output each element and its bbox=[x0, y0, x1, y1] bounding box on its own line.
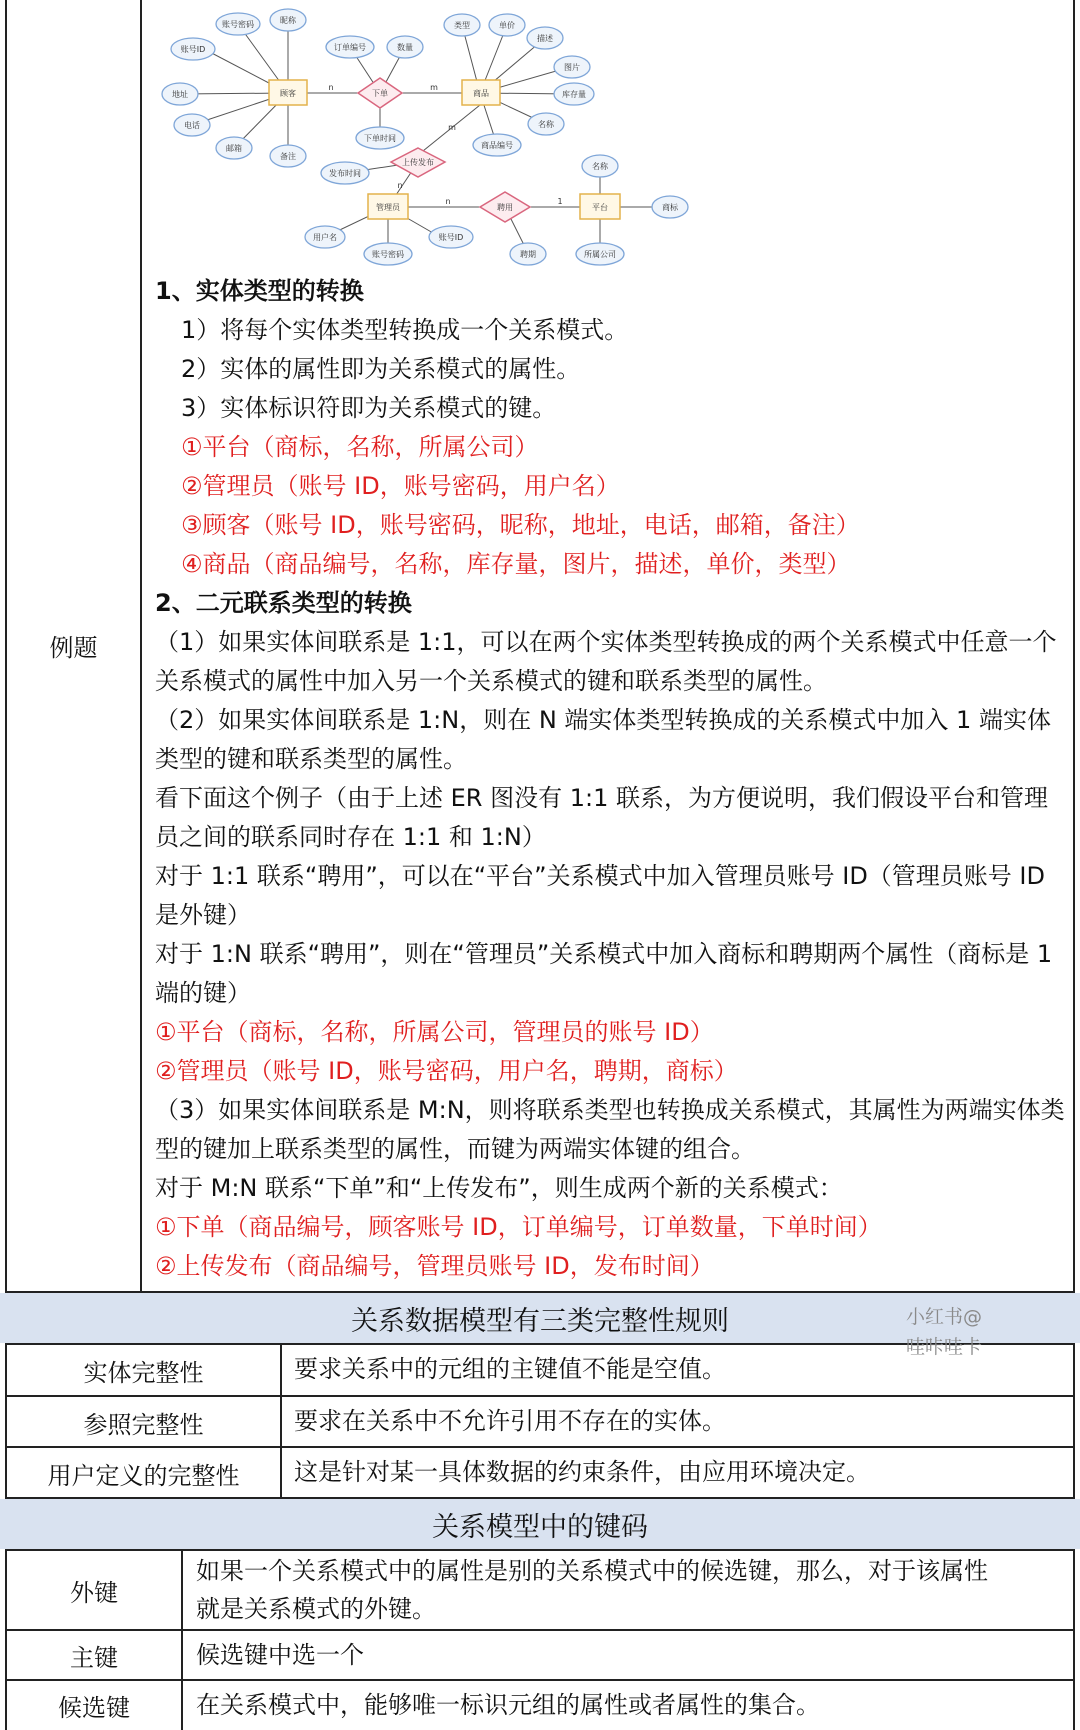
er-attr: 发布时间 bbox=[329, 169, 361, 178]
er-diagram bbox=[150, 0, 710, 270]
rule-line: 3）实体标识符即为关系模式的键。 bbox=[181, 394, 557, 422]
er-attr: 备注 bbox=[280, 152, 296, 161]
keys-header: 关系模型中的键码 bbox=[0, 1499, 1080, 1549]
watermark-line: 哇咔哇卡 bbox=[906, 1336, 983, 1358]
key-name: 候选键 bbox=[58, 1694, 130, 1722]
watermark-line: 小红书@ bbox=[906, 1306, 983, 1328]
key-desc: 就是关系模式的外键。 bbox=[196, 1595, 436, 1623]
rule-line: 2）实体的属性即为关系模式的属性。 bbox=[181, 355, 581, 383]
er-attr: 账号密码 bbox=[372, 250, 404, 259]
integrity-name: 用户定义的完整性 bbox=[47, 1461, 240, 1490]
er-entity-product: 商品 bbox=[473, 89, 489, 98]
er-entity-admin: 管理员 bbox=[376, 203, 400, 212]
integrity-desc: 要求关系中的元组的主键值不能是空值。 bbox=[294, 1355, 726, 1383]
er-attr: 描述 bbox=[537, 34, 553, 43]
er-card: n bbox=[328, 83, 334, 92]
er-attr: 数量 bbox=[397, 43, 413, 52]
er-attr: 聘期 bbox=[520, 250, 536, 259]
er-attr: 电话 bbox=[184, 121, 200, 130]
er-card: n bbox=[397, 181, 403, 190]
er-attr: 下单时间 bbox=[364, 134, 396, 143]
table-border bbox=[1073, 0, 1075, 1730]
example-content bbox=[155, 272, 1065, 1286]
rule-line: 1）将每个实体类型转换成一个关系模式。 bbox=[181, 316, 629, 344]
er-attr: 图片 bbox=[564, 63, 580, 72]
schema-line: ①平台（商标，名称，所属公司） bbox=[181, 433, 539, 461]
schema-line: ③顾客（账号 ID，账号密码，昵称，地址，电话，邮箱，备注） bbox=[181, 511, 860, 539]
er-card: m bbox=[430, 83, 438, 92]
integrity-desc: 要求在关系中不允许引用不存在的实体。 bbox=[294, 1407, 726, 1435]
er-card: 1 bbox=[557, 197, 563, 206]
er-attr: 账号ID bbox=[438, 233, 464, 242]
paragraph: 对于 1:N 联系“聘用”，则在“管理员”关系模式中加入商标和聘期两个属性（商标是 1 端的键） bbox=[155, 940, 1053, 1007]
paragraph: （3）如果实体间联系是 M:N，则将联系类型也转换成关系模式，其属性为两端实体类型的键加上联系类型的属性，而键为两端实体键的组合。 bbox=[155, 1096, 1065, 1163]
er-attr: 账号密码 bbox=[222, 20, 254, 29]
er-attr: 邮箱 bbox=[226, 144, 242, 153]
paragraph: 看下面这个例子（由于上述 ER 图没有 1:1 联系，为方便说明，我们假设平台和管理员之间的联系同时存在 1:1 和 1:N） bbox=[155, 784, 1048, 851]
er-rel-upload: 上传发布 bbox=[402, 158, 434, 167]
integrity-name: 实体完整性 bbox=[83, 1358, 204, 1387]
er-entity-platform: 平台 bbox=[592, 203, 608, 212]
schema-line: ④商品（商品编号，名称，库存量，图片，描述，单价，类型） bbox=[181, 550, 851, 578]
watermark bbox=[906, 1302, 982, 1362]
integrity-header: 关系数据模型有三类完整性规则 bbox=[0, 1293, 1080, 1343]
key-desc: 如果一个关系模式中的属性是别的关系模式中的候选键，那么，对于该属性 bbox=[196, 1557, 988, 1585]
integrity-name: 参照完整性 bbox=[83, 1410, 204, 1439]
paragraph: （1）如果实体间联系是 1:1，可以在两个实体类型转换成的两个关系模式中任意一个关系模式的属性中加入另一个关系模式的键和联系类型的属性。 bbox=[155, 628, 1057, 695]
er-card: n bbox=[445, 197, 451, 206]
paragraph: （2）如果实体间联系是 1:N，则在 N 端实体类型转换成的关系模式中加入 1 端实体类型的键和联系类型的属性。 bbox=[155, 706, 1051, 773]
paragraph: 对于 1:1 联系“聘用”，可以在“平台”关系模式中加入管理员账号 ID（管理员账号 ID 是外键） bbox=[155, 862, 1045, 929]
er-attr: 商标 bbox=[662, 203, 678, 212]
schema-line: ①平台（商标，名称，所属公司，管理员的账号 ID） bbox=[155, 1018, 714, 1046]
er-attr: 类型 bbox=[454, 21, 470, 30]
er-card: m bbox=[448, 123, 456, 132]
schema-line: ②管理员（账号 ID，账号密码，用户名，聘期，商标） bbox=[155, 1057, 738, 1085]
table-border bbox=[181, 1549, 183, 1730]
section-heading: 2、二元联系类型的转换 bbox=[155, 589, 412, 617]
er-attr: 用户名 bbox=[313, 233, 337, 242]
table-border bbox=[140, 0, 142, 1292]
integrity-desc: 这是针对某一具体数据的约束条件，由应用环境决定。 bbox=[294, 1458, 870, 1486]
key-name: 外键 bbox=[70, 1578, 118, 1607]
schema-line: ②上传发布（商品编号，管理员账号 ID，发布时间） bbox=[155, 1252, 714, 1280]
example-label: 例题 bbox=[49, 633, 98, 662]
er-attr: 单价 bbox=[499, 21, 515, 30]
schema-line: ②管理员（账号 ID，账号密码，用户名） bbox=[181, 472, 620, 500]
er-attr: 账号ID bbox=[180, 45, 206, 54]
er-attr: 昵称 bbox=[280, 16, 296, 25]
section-heading: 1、实体类型的转换 bbox=[155, 277, 364, 305]
schema-line: ①下单（商品编号，顾客账号 ID，订单编号，订单数量，下单时间） bbox=[155, 1213, 882, 1241]
table-border bbox=[280, 1343, 282, 1498]
er-attr: 商品编号 bbox=[481, 141, 513, 150]
er-rel-order: 下单 bbox=[372, 89, 388, 98]
er-attr: 地址 bbox=[172, 90, 188, 99]
er-entity-customer: 顾客 bbox=[280, 89, 296, 98]
er-attr: 库存量 bbox=[562, 90, 586, 99]
er-attr: 名称 bbox=[592, 162, 608, 171]
key-desc: 在关系模式中，能够唯一标识元组的属性或者属性的集合。 bbox=[196, 1691, 820, 1719]
er-rel-hire: 聘用 bbox=[497, 203, 513, 212]
key-desc: 候选键中选一个 bbox=[196, 1641, 364, 1669]
paragraph: 对于 M:N 联系“下单”和“上传发布”，则生成两个新的关系模式： bbox=[155, 1174, 843, 1202]
key-name: 主键 bbox=[70, 1643, 118, 1672]
er-attr: 所属公司 bbox=[584, 250, 616, 259]
er-attr: 名称 bbox=[538, 120, 554, 129]
er-attr: 订单编号 bbox=[334, 43, 366, 52]
